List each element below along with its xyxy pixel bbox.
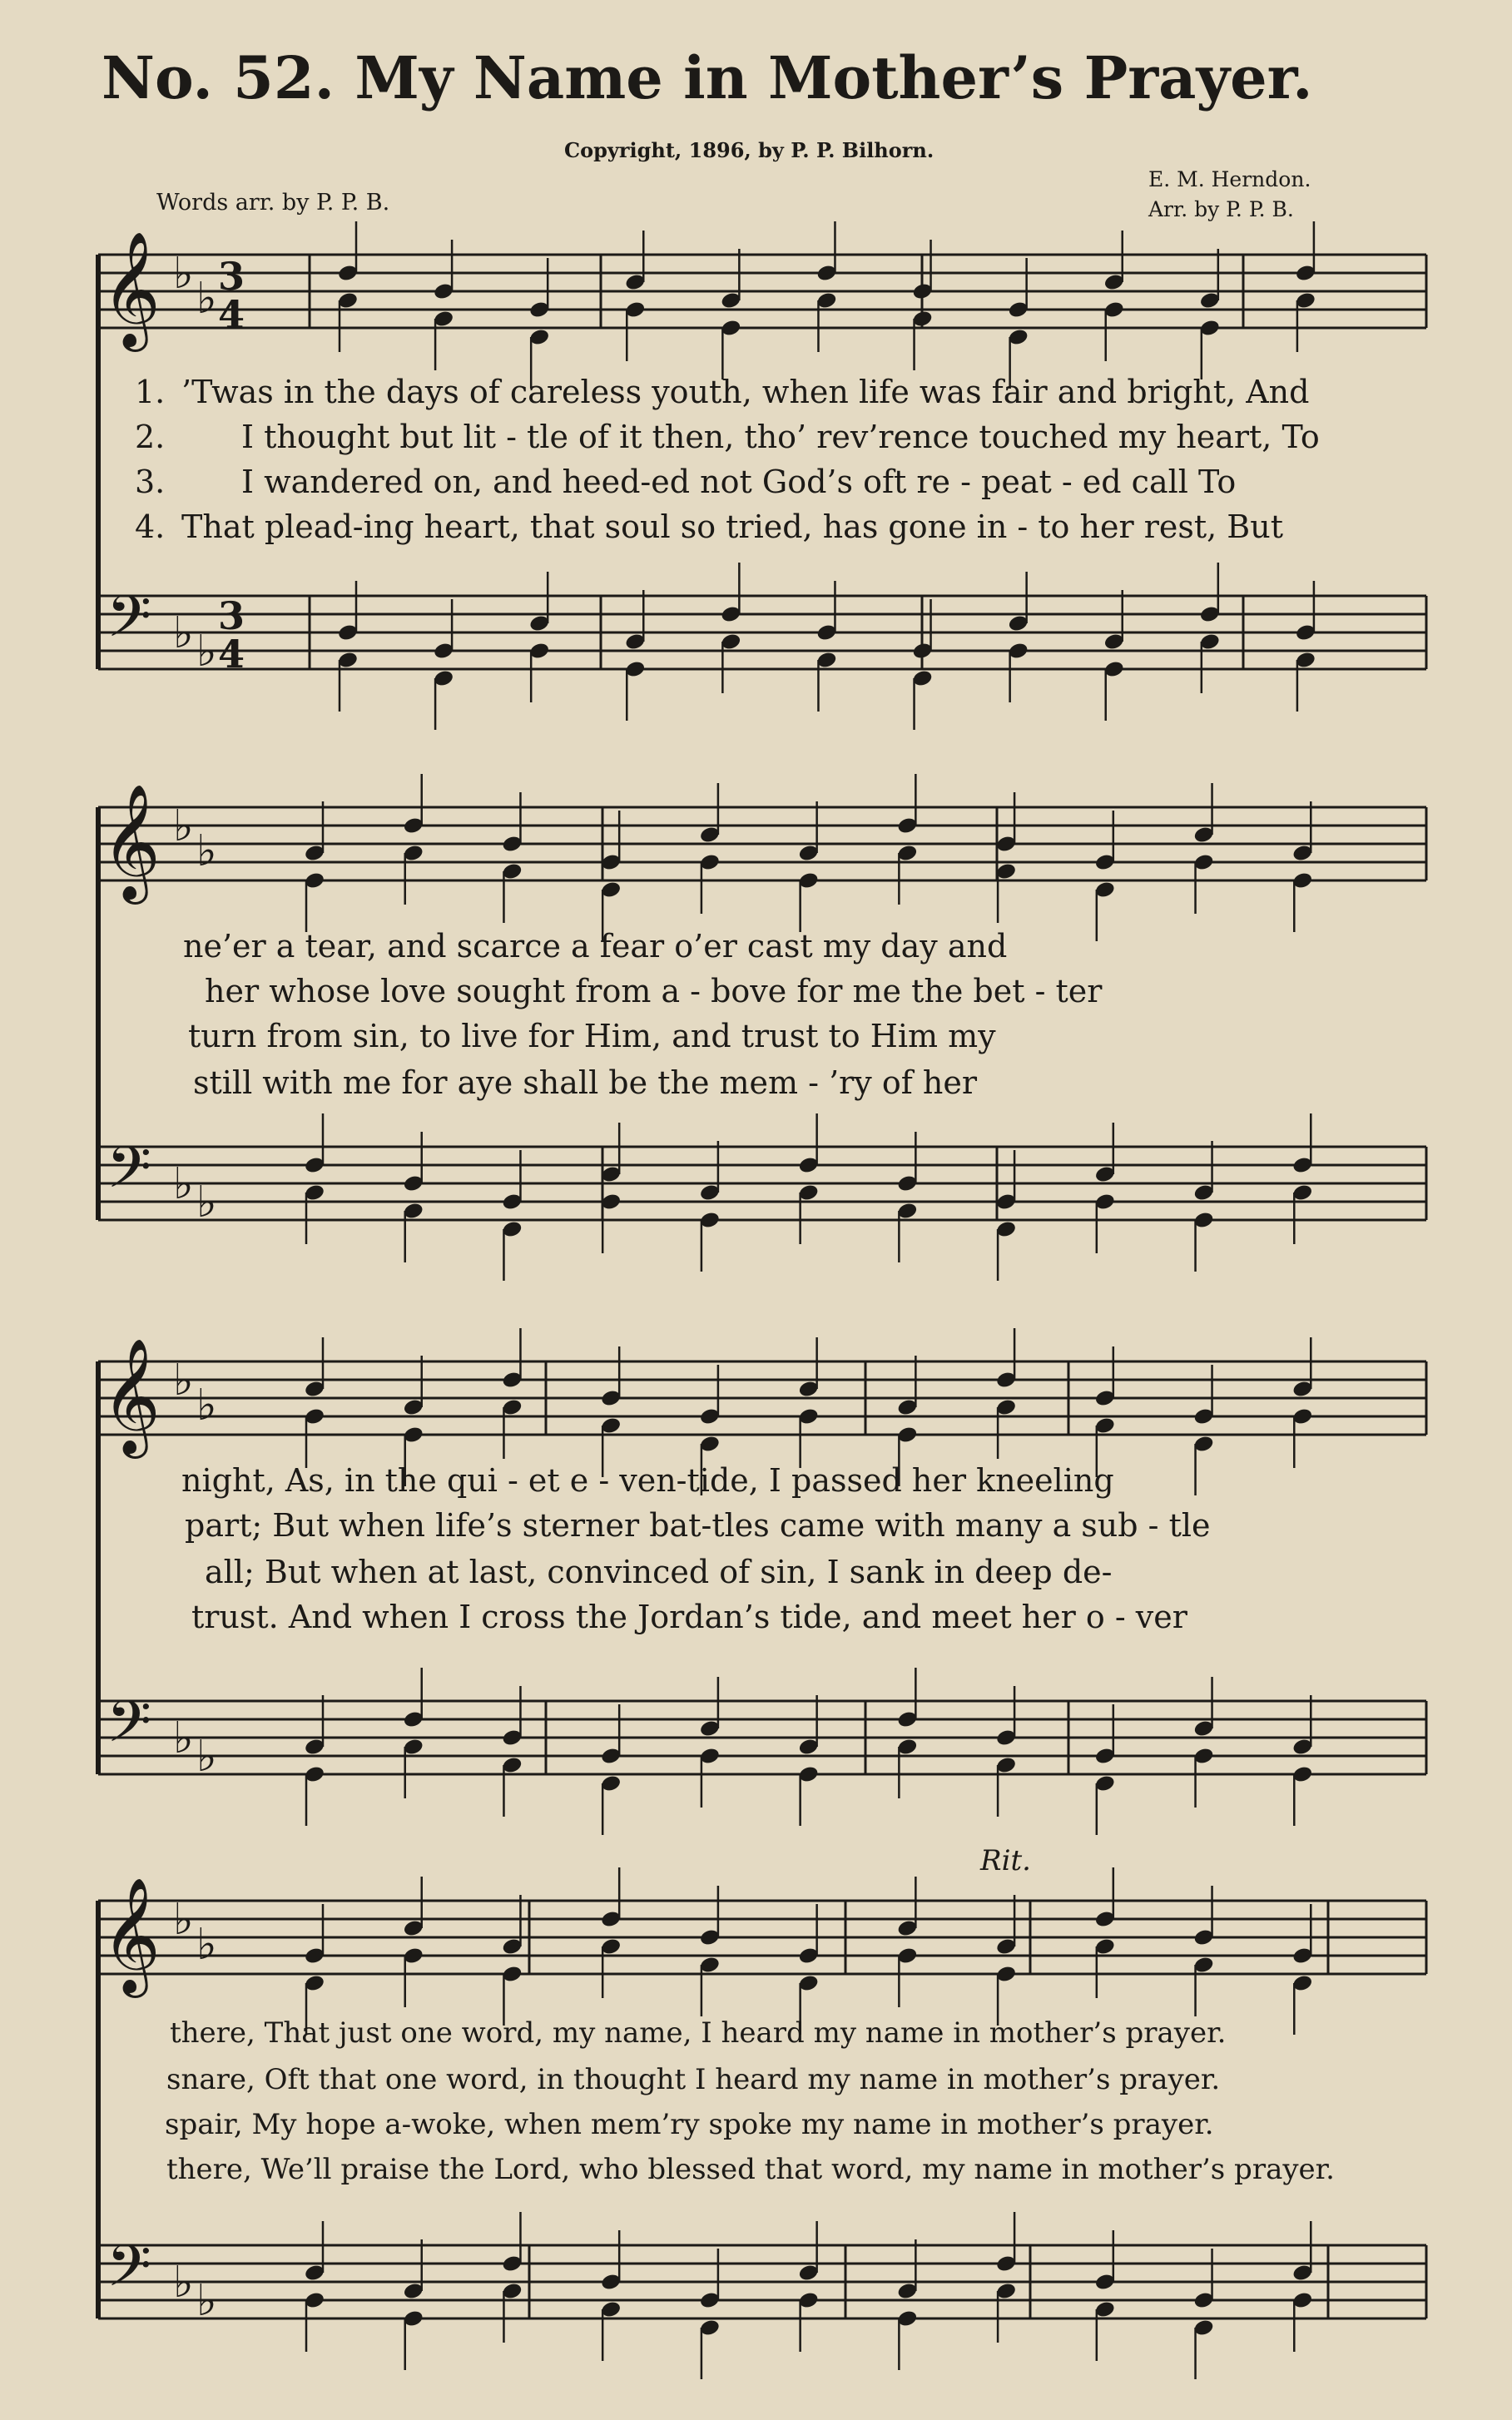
lyric-text: I wandered on, and heed-ed not God’s oft re - peat - ed call To bbox=[241, 464, 1237, 500]
flat-sign: ♭ bbox=[196, 826, 217, 876]
lyric-line bbox=[205, 969, 1102, 1014]
lyric-text: night, As, in the qui - et e - ven-tide, I passed her kneeling bbox=[181, 1462, 1114, 1499]
bass-clef: 𝄢 bbox=[107, 1133, 152, 1215]
flat-sign: ♭ bbox=[196, 274, 217, 324]
time-signature-bottom: 4 bbox=[218, 292, 245, 337]
lyric-line bbox=[170, 2011, 1226, 2056]
bass-clef: 𝄢 bbox=[107, 1688, 152, 1769]
lyric-line bbox=[191, 1594, 1187, 1639]
lyric-line bbox=[183, 924, 1007, 969]
treble-clef: 𝄞 bbox=[102, 1338, 161, 1454]
flat-sign: ♭ bbox=[173, 1895, 194, 1945]
lyric-line bbox=[205, 1550, 1112, 1594]
flat-sign: ♭ bbox=[173, 801, 194, 851]
lyric-text: trust. And when I cross the Jordan’s tide, and meet her o - ver bbox=[191, 1599, 1187, 1635]
lyric-text: ’Twas in the days of careless youth, when life was fair and bright, And bbox=[181, 374, 1310, 410]
lyric-line bbox=[166, 2057, 1220, 2102]
lyric-text: snare, Oft that one word, in thought I heard my name in mother’s prayer. bbox=[166, 2063, 1221, 2096]
lyric-text: ne’er a tear, and scarce a fear o’er cast my day and bbox=[183, 928, 1008, 965]
flat-sign: ♭ bbox=[196, 1732, 217, 1782]
words-credit: Words arr. by P. P. B. bbox=[156, 190, 390, 216]
composer-name: E. M. Herndon. bbox=[1148, 167, 1311, 191]
flat-sign: ♭ bbox=[196, 627, 217, 677]
flat-sign: ♭ bbox=[196, 1920, 217, 1970]
time-signature-top: 3 bbox=[218, 593, 245, 638]
lyric-text: That plead-ing heart, that soul so tried, has gone in - to her rest, But bbox=[181, 508, 1283, 545]
verse-number: 2. bbox=[135, 419, 166, 455]
ritardando-mark: Rit. bbox=[980, 1844, 1031, 1877]
lyric-line bbox=[166, 2147, 1335, 2192]
verse-number: 1. bbox=[135, 374, 166, 410]
flat-sign: ♭ bbox=[173, 2258, 194, 2308]
flat-sign: ♭ bbox=[196, 1178, 217, 1227]
flat-sign: ♭ bbox=[173, 1356, 194, 1406]
lyric-line bbox=[165, 2102, 1214, 2147]
time-signature-bottom: 4 bbox=[218, 632, 245, 677]
treble-clef: 𝄞 bbox=[102, 231, 161, 347]
lyric-line bbox=[185, 1503, 1211, 1548]
bass-clef: 𝄢 bbox=[107, 2232, 152, 2313]
flat-sign: ♭ bbox=[173, 249, 194, 299]
lyric-line bbox=[193, 1060, 977, 1105]
time-signature-top: 3 bbox=[218, 254, 245, 299]
lyric-line bbox=[181, 1458, 1114, 1503]
copyright-notice: Copyright, 1896, by P. P. Bilhorn. bbox=[564, 138, 934, 162]
treble-clef: 𝄞 bbox=[102, 784, 161, 900]
flat-sign: ♭ bbox=[196, 1381, 217, 1431]
lyric-text: spair, My hope a-woke, when mem’ry spoke my name in mother’s prayer. bbox=[165, 2108, 1214, 2141]
lyric-text: I thought but lit - tle of it then, tho’ rev’rence touched my heart, To bbox=[241, 419, 1320, 455]
flat-sign: ♭ bbox=[173, 608, 194, 658]
lyric-line bbox=[188, 1014, 996, 1059]
lyric-text: there, We’ll praise the Lord, who blessed that word, my name in mother’s prayer. bbox=[166, 2153, 1335, 2186]
flat-sign: ♭ bbox=[173, 1713, 194, 1763]
treble-clef: 𝄞 bbox=[102, 1877, 161, 1993]
bass-clef: 𝄢 bbox=[107, 583, 152, 664]
hymn-title: No. 52. My Name in Mother’s Prayer. bbox=[102, 43, 1313, 112]
arranger-name: Arr. by P. P. B. bbox=[1148, 197, 1294, 221]
lyric-text: there, That just one word, my name, I heard my name in mother’s prayer. bbox=[170, 2016, 1227, 2050]
lyric-text: still with me for aye shall be the mem - ’ry of her bbox=[193, 1064, 978, 1101]
verse-number: 3. bbox=[135, 464, 166, 500]
lyric-text: part; But when life’s sterner bat-tles came with many a sub - tle bbox=[185, 1507, 1211, 1544]
flat-sign: ♭ bbox=[173, 1159, 194, 1209]
lyric-text: turn from sin, to live for Him, and trust to Him my bbox=[188, 1018, 996, 1054]
flat-sign: ♭ bbox=[196, 2276, 217, 2326]
verse-number: 4. bbox=[135, 508, 166, 545]
lyric-text: her whose love sought from a - bove for me the bet - ter bbox=[205, 973, 1103, 1009]
lyric-text: all; But when at last, convinced of sin, I sank in deep de- bbox=[205, 1554, 1113, 1590]
